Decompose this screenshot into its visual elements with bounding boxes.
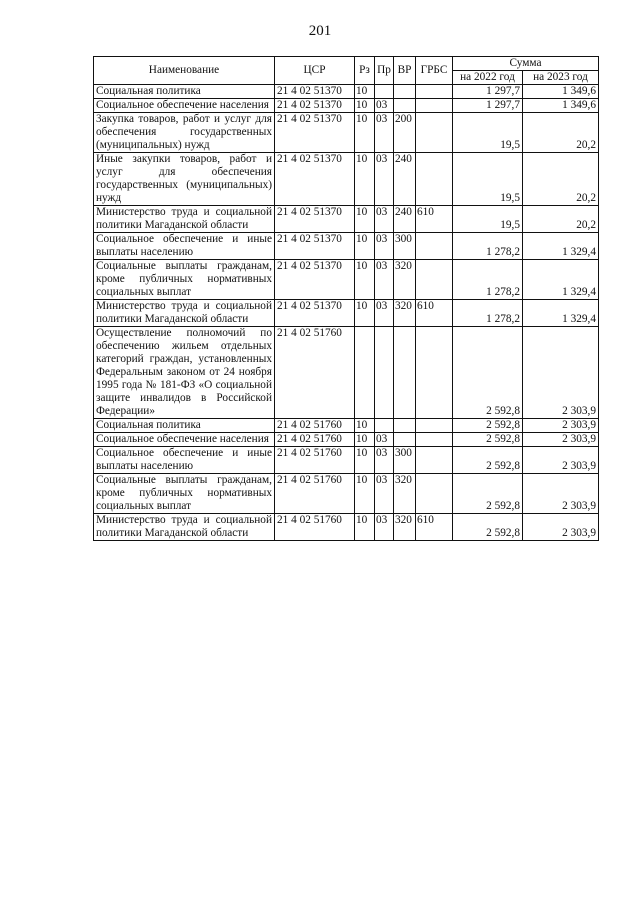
cell-y2022: 2 592,8 — [453, 514, 523, 541]
cell-rz: 10 — [355, 419, 375, 433]
cell-csr: 21 4 02 51760 — [275, 514, 355, 541]
cell-y2022: 1 297,7 — [453, 85, 523, 99]
cell-rz: 10 — [355, 433, 375, 447]
cell-name: Министерство труда и социальной политики Магаданской области — [94, 300, 275, 327]
cell-csr: 21 4 02 51760 — [275, 447, 355, 474]
cell-csr: 21 4 02 51760 — [275, 474, 355, 514]
header-name: Наименование — [94, 57, 275, 85]
cell-pr: 03 — [375, 233, 394, 260]
cell-y2022: 1 278,2 — [453, 300, 523, 327]
cell-name: Социальное обеспечение населения — [94, 99, 275, 113]
cell-grbs: 610 — [416, 300, 453, 327]
cell-pr: 03 — [375, 206, 394, 233]
cell-y2023: 1 329,4 — [523, 233, 599, 260]
cell-name: Иные закупки товаров, работ и услуг для обеспечения государственных (муниципальных) нужд — [94, 153, 275, 206]
cell-grbs — [416, 447, 453, 474]
cell-name: Социальная политика — [94, 85, 275, 99]
cell-pr — [375, 85, 394, 99]
cell-vr: 240 — [394, 153, 416, 206]
table-row — [94, 153, 599, 206]
table-row — [94, 85, 599, 99]
cell-y2022: 1 278,2 — [453, 233, 523, 260]
cell-name: Социальные выплаты гражданам, кроме публичных нормативных социальных выплат — [94, 260, 275, 300]
table-row — [94, 260, 599, 300]
cell-rz: 10 — [355, 447, 375, 474]
cell-y2023: 2 303,9 — [523, 433, 599, 447]
cell-grbs — [416, 433, 453, 447]
cell-name: Социальная политика — [94, 419, 275, 433]
cell-grbs — [416, 233, 453, 260]
cell-rz: 10 — [355, 514, 375, 541]
cell-grbs — [416, 474, 453, 514]
cell-vr: 320 — [394, 474, 416, 514]
cell-rz: 10 — [355, 474, 375, 514]
cell-y2022: 19,5 — [453, 153, 523, 206]
cell-name: Осуществление полномочий по обеспечению жильем отдельных категорий граждан, установленных Федеральным законом от 24 ноября 1995 года № 181-ФЗ «О социальной защите инвалидов в Российской Федерации» — [94, 327, 275, 419]
cell-pr: 03 — [375, 260, 394, 300]
cell-vr — [394, 419, 416, 433]
cell-y2022: 19,5 — [453, 206, 523, 233]
table-row — [94, 514, 599, 541]
cell-grbs: 610 — [416, 206, 453, 233]
header-vr: ВР — [394, 57, 416, 85]
cell-rz: 10 — [355, 85, 375, 99]
cell-y2023: 20,2 — [523, 153, 599, 206]
cell-grbs — [416, 327, 453, 419]
header-grbs: ГРБС — [416, 57, 453, 85]
header-year-2022: на 2022 год — [453, 71, 523, 85]
table-row — [94, 474, 599, 514]
cell-vr — [394, 99, 416, 113]
cell-vr: 200 — [394, 113, 416, 153]
cell-pr: 03 — [375, 113, 394, 153]
table-row — [94, 113, 599, 153]
cell-grbs — [416, 419, 453, 433]
header-year-2023: на 2023 год — [523, 71, 599, 85]
cell-csr: 21 4 02 51370 — [275, 99, 355, 113]
cell-csr: 21 4 02 51370 — [275, 260, 355, 300]
cell-csr: 21 4 02 51370 — [275, 85, 355, 99]
cell-name: Министерство труда и социальной политики Магаданской области — [94, 206, 275, 233]
cell-csr: 21 4 02 51370 — [275, 233, 355, 260]
table-row — [94, 433, 599, 447]
cell-y2023: 1 349,6 — [523, 99, 599, 113]
cell-vr — [394, 85, 416, 99]
cell-rz: 10 — [355, 113, 375, 153]
cell-rz — [355, 327, 375, 419]
page-number: 201 — [308, 23, 332, 39]
header-csr: ЦСР — [275, 57, 355, 85]
cell-name: Социальное обеспечение и иные выплаты населению — [94, 233, 275, 260]
cell-pr: 03 — [375, 433, 394, 447]
cell-pr: 03 — [375, 474, 394, 514]
cell-vr: 240 — [394, 206, 416, 233]
cell-csr: 21 4 02 51370 — [275, 153, 355, 206]
cell-pr: 03 — [375, 300, 394, 327]
cell-y2023: 2 303,9 — [523, 419, 599, 433]
cell-vr — [394, 433, 416, 447]
cell-csr: 21 4 02 51760 — [275, 419, 355, 433]
cell-y2023: 2 303,9 — [523, 474, 599, 514]
cell-csr: 21 4 02 51370 — [275, 113, 355, 153]
cell-y2023: 2 303,9 — [523, 447, 599, 474]
cell-csr: 21 4 02 51760 — [275, 327, 355, 419]
cell-rz: 10 — [355, 300, 375, 327]
cell-y2023: 20,2 — [523, 206, 599, 233]
cell-y2022: 2 592,8 — [453, 433, 523, 447]
cell-y2023: 1 329,4 — [523, 260, 599, 300]
cell-y2023: 1 329,4 — [523, 300, 599, 327]
cell-grbs — [416, 260, 453, 300]
table-row — [94, 206, 599, 233]
cell-y2023: 2 303,9 — [523, 514, 599, 541]
cell-y2022: 2 592,8 — [453, 327, 523, 419]
cell-y2023: 1 349,6 — [523, 85, 599, 99]
cell-grbs: 610 — [416, 514, 453, 541]
table-row — [94, 233, 599, 260]
cell-pr: 03 — [375, 153, 394, 206]
cell-name: Социальные выплаты гражданам, кроме публичных нормативных социальных выплат — [94, 474, 275, 514]
cell-pr: 03 — [375, 514, 394, 541]
cell-csr: 21 4 02 51370 — [275, 206, 355, 233]
cell-y2022: 2 592,8 — [453, 419, 523, 433]
cell-grbs — [416, 113, 453, 153]
header-rz: Рз — [355, 57, 375, 85]
cell-rz: 10 — [355, 233, 375, 260]
cell-name: Министерство труда и социальной политики Магаданской области — [94, 514, 275, 541]
budget-table — [93, 56, 599, 541]
table-row — [94, 419, 599, 433]
cell-vr: 320 — [394, 260, 416, 300]
cell-rz: 10 — [355, 206, 375, 233]
cell-y2022: 2 592,8 — [453, 447, 523, 474]
table-row — [94, 327, 599, 419]
cell-y2022: 2 592,8 — [453, 474, 523, 514]
cell-y2023: 20,2 — [523, 113, 599, 153]
table-row — [94, 447, 599, 474]
header-sum: Сумма — [453, 57, 599, 71]
cell-vr — [394, 327, 416, 419]
cell-rz: 10 — [355, 260, 375, 300]
cell-pr — [375, 419, 394, 433]
table-row — [94, 99, 599, 113]
cell-grbs — [416, 85, 453, 99]
table-row — [94, 300, 599, 327]
cell-vr: 320 — [394, 300, 416, 327]
cell-csr: 21 4 02 51760 — [275, 433, 355, 447]
cell-rz: 10 — [355, 99, 375, 113]
cell-y2022: 1 297,7 — [453, 99, 523, 113]
cell-vr: 320 — [394, 514, 416, 541]
cell-y2022: 19,5 — [453, 113, 523, 153]
table-body — [94, 85, 599, 541]
cell-name: Социальное обеспечение и иные выплаты населению — [94, 447, 275, 474]
cell-grbs — [416, 153, 453, 206]
cell-vr: 300 — [394, 233, 416, 260]
cell-y2022: 1 278,2 — [453, 260, 523, 300]
cell-name: Социальное обеспечение населения — [94, 433, 275, 447]
header-pr: Пр — [375, 57, 394, 85]
cell-csr: 21 4 02 51370 — [275, 300, 355, 327]
cell-pr: 03 — [375, 99, 394, 113]
cell-rz: 10 — [355, 153, 375, 206]
cell-pr — [375, 327, 394, 419]
cell-grbs — [416, 99, 453, 113]
cell-vr: 300 — [394, 447, 416, 474]
cell-pr: 03 — [375, 447, 394, 474]
cell-name: Закупка товаров, работ и услуг для обеспечения государственных (муниципальных) нужд — [94, 113, 275, 153]
cell-y2023: 2 303,9 — [523, 327, 599, 419]
header-row — [94, 57, 599, 71]
